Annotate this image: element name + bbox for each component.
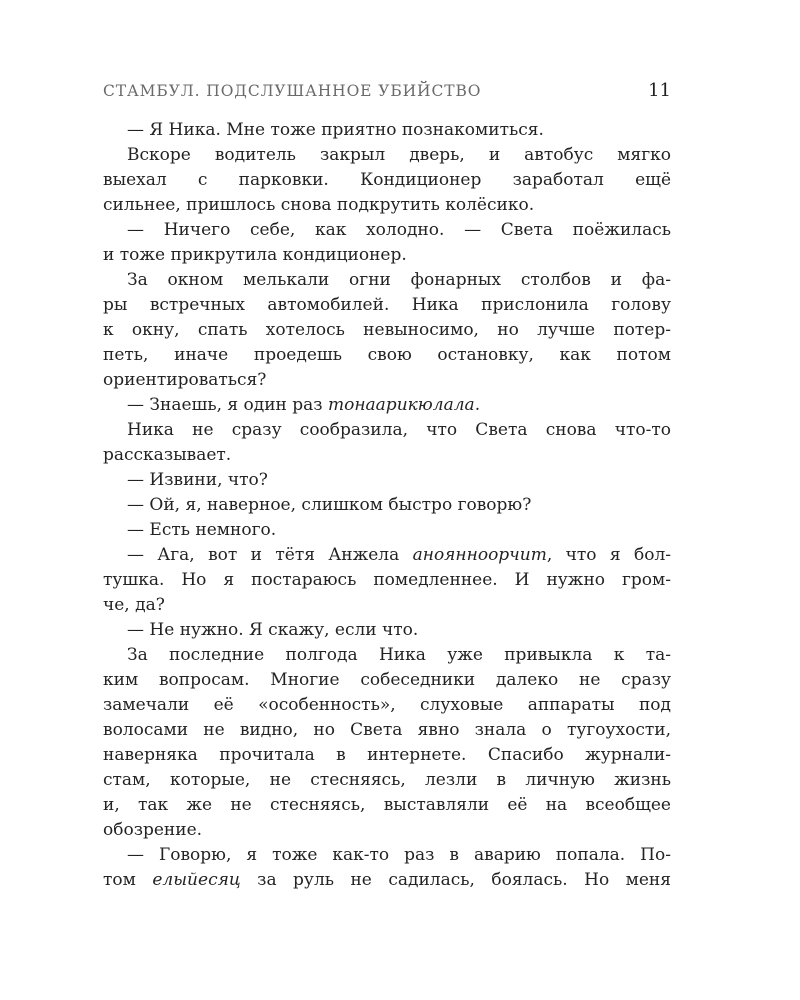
text-line xyxy=(103,268,671,293)
text-segment: — Не нужно. Я скажу, если что. xyxy=(127,620,419,640)
text-segment: волосами не видно, но Света явно знала о тугоухости, xyxy=(103,720,671,740)
text-segment: ориентироваться? xyxy=(103,370,267,390)
running-title: СТАМБУЛ. ПОДСЛУШАННОЕ УБИЙСТВО xyxy=(103,82,482,100)
text-segment: За последние полгода Ника уже привыкла к та- xyxy=(127,645,671,665)
page-number: 11 xyxy=(648,80,671,101)
text-segment: — Есть немного. xyxy=(127,520,277,540)
text-segment: том xyxy=(103,870,153,890)
text-segment: Ника не сразу сообразила, что Света снова что-то xyxy=(127,420,671,440)
text-segment: Вскоре водитель закрыл дверь, и автобус мягко xyxy=(127,145,671,165)
text-segment: обозрение. xyxy=(103,820,203,840)
text-line xyxy=(103,518,671,543)
text-line xyxy=(103,343,671,368)
text-line xyxy=(103,768,671,793)
text-segment: и, так же не стесняясь, выставляли её на всеобщее xyxy=(103,795,671,815)
text-line xyxy=(103,193,671,218)
running-head xyxy=(103,82,671,106)
text-line xyxy=(103,143,671,168)
text-line xyxy=(103,593,671,618)
italic-word: аноянноорчит xyxy=(412,545,547,565)
text-segment: петь, иначе проедешь свою остановку, как потом xyxy=(103,345,671,365)
text-line xyxy=(103,718,671,743)
text-segment: . xyxy=(474,395,481,415)
text-segment: сильнее, пришлось снова подкрутить колёсико. xyxy=(103,195,535,215)
text-segment: ким вопросам. Многие собеседники далеко не сразу xyxy=(103,670,671,690)
text-line xyxy=(103,568,671,593)
text-line xyxy=(103,118,671,143)
text-line xyxy=(103,318,671,343)
text-line xyxy=(103,843,671,868)
italic-word: елыйесяц xyxy=(152,870,241,890)
text-line xyxy=(103,443,671,468)
text-segment: — Ой, я, наверное, слишком быстро говорю? xyxy=(127,495,532,515)
text-line xyxy=(103,468,671,493)
text-line xyxy=(103,493,671,518)
italic-word: тонаарикюлала xyxy=(327,395,475,415)
text-segment: наверняка прочитала в интернете. Спасибо журнали- xyxy=(103,745,671,765)
text-line xyxy=(103,393,671,418)
text-line xyxy=(103,743,671,768)
text-segment: замечали её «особенность», слуховые аппараты под xyxy=(103,695,671,715)
body-text xyxy=(103,118,671,893)
text-segment: — Извини, что? xyxy=(127,470,268,490)
text-segment: к окну, спать хотелось невыносимо, но лучше потер- xyxy=(103,320,671,340)
text-segment: выехал с парковки. Кондиционер заработал ещё xyxy=(103,170,671,190)
text-line xyxy=(103,418,671,443)
text-line xyxy=(103,693,671,718)
text-segment: за руль не садилась, боялась. Но меня xyxy=(240,870,671,890)
text-segment: — Знаешь, я один раз xyxy=(127,395,328,415)
text-segment: , что я бол- xyxy=(546,545,672,565)
text-segment: За окном мелькали огни фонарных столбов и фа- xyxy=(127,270,671,290)
text-segment: и тоже прикрутила кондиционер. xyxy=(103,245,407,265)
text-segment: — Говорю, я тоже как-то раз в аварию попала. По- xyxy=(127,845,671,865)
text-segment: — Ага, вот и тётя Анжела xyxy=(127,545,413,565)
text-line xyxy=(103,868,671,893)
text-line xyxy=(103,668,671,693)
text-segment: тушка. Но я постараюсь помедленнее. И нужно гром- xyxy=(103,570,671,590)
text-segment: рассказывает. xyxy=(103,445,232,465)
text-line xyxy=(103,643,671,668)
text-segment: че, да? xyxy=(103,595,165,615)
text-line xyxy=(103,293,671,318)
text-line xyxy=(103,218,671,243)
text-segment: — Ничего себе, как холодно. — Света поёжилась xyxy=(127,220,671,240)
text-line xyxy=(103,243,671,268)
text-segment: — Я Ника. Мне тоже приятно познакомиться. xyxy=(127,120,544,140)
text-segment: ры встречных автомобилей. Ника прислонила голову xyxy=(103,295,671,315)
text-line xyxy=(103,793,671,818)
text-segment: стам, которые, не стесняясь, лезли в личную жизнь xyxy=(103,770,671,790)
text-line xyxy=(103,368,671,393)
text-line xyxy=(103,168,671,193)
text-line xyxy=(103,818,671,843)
text-line xyxy=(103,543,671,568)
text-line xyxy=(103,618,671,643)
